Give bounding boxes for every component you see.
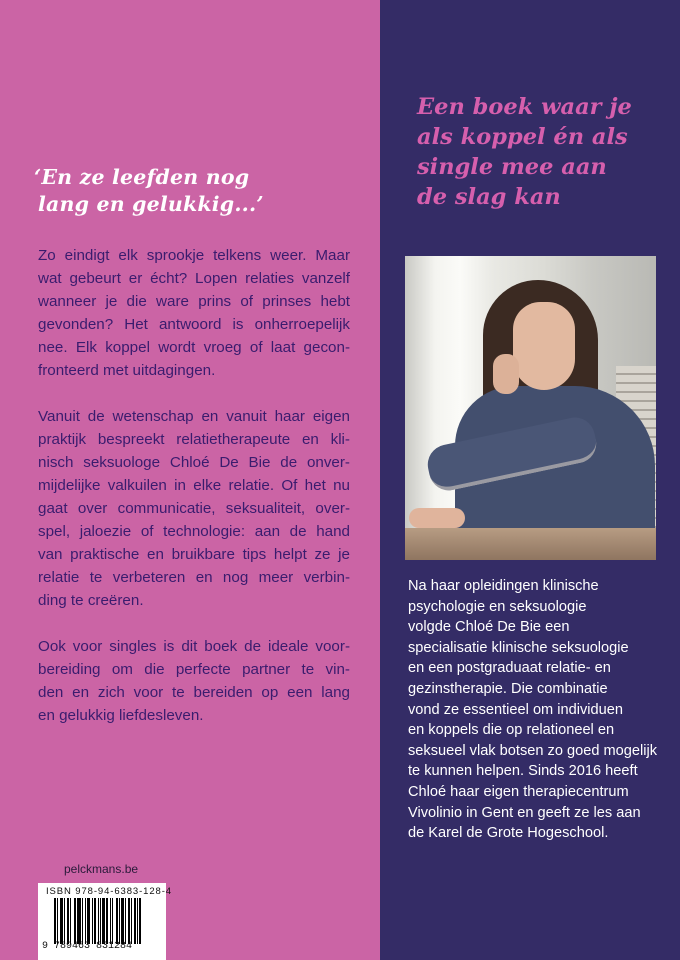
- text-line: volgde Chloé De Bie een: [408, 619, 570, 636]
- text-line: wat gebeurt er écht? Lopen relaties vanzelf: [38, 270, 350, 287]
- text-line: te kunnen helpen. Sinds 2016 heeft: [408, 763, 638, 780]
- text-line: Vanuit de wetenschap en vanuit haar eigen: [38, 408, 350, 425]
- text-line: en een postgraduaat relatie- en: [408, 660, 611, 677]
- text-line: specialisatie klinische seksuologie: [408, 639, 629, 656]
- photo-face: [513, 302, 575, 390]
- photo-hand-table: [409, 508, 465, 528]
- barcode-bars: [54, 898, 160, 944]
- text-line: wanneer je die ware prins of prinses hebt: [38, 293, 350, 310]
- quote-heading: [34, 164, 354, 218]
- author-bio: [408, 576, 673, 844]
- quote-heading-line: lang en gelukkig...’: [38, 192, 264, 216]
- tagline-line: Een boek waar je: [417, 94, 632, 120]
- tagline-line: single mee aan: [417, 154, 607, 180]
- text-line: bereiding om die perfecte partner te vin-: [38, 661, 350, 678]
- text-line: nee. Elk koppel wordt vroeg of laat gecon-: [38, 339, 350, 356]
- tagline-line: de slag kan: [417, 184, 561, 210]
- publisher-url: pelckmans.be: [64, 862, 139, 876]
- blurb-paragraph-1: [38, 244, 350, 382]
- text-line: mijdelijke valkuilen in elke relatie. Of het nu: [38, 477, 350, 494]
- photo-hand: [493, 354, 519, 394]
- ean-digits: 9 789463 831284: [42, 941, 133, 952]
- text-line: relatie te verbeteren en nog meer verbin-: [38, 569, 350, 586]
- tagline-line: als koppel én als: [417, 124, 628, 150]
- text-line: de Karel de Grote Hogeschool.: [408, 825, 609, 842]
- text-line: Zo eindigt elk sprookje telkens weer. Maar: [38, 247, 350, 264]
- blurb-text: [38, 244, 350, 750]
- text-line: gevonden? Het antwoord is onherroepelijk: [38, 316, 350, 333]
- text-line: en koppels die op relationeel en: [408, 722, 615, 739]
- isbn-label: ISBN 978-94-6383-128-4: [46, 886, 172, 897]
- back-cover-right-panel: [380, 0, 680, 960]
- text-line: nisch seksuologe Chloé De Bie de onver-: [38, 454, 350, 471]
- tagline-heading: [417, 92, 677, 212]
- text-line: Na haar opleidingen klinische: [408, 578, 599, 594]
- text-line: Vivolinio in Gent en geeft ze les aan: [408, 804, 641, 821]
- text-line: psychologie en seksuologie: [408, 598, 587, 615]
- text-line: en gelukkig liefdesleven.: [38, 707, 204, 724]
- text-line: Chloé haar eigen therapiecentrum: [408, 783, 629, 800]
- text-line: gezinstherapie. Die combinatie: [408, 680, 608, 697]
- blurb-paragraph-2: [38, 405, 350, 612]
- author-photo: [405, 256, 656, 560]
- text-line: gaat over communicatie, seksualiteit, over-: [38, 500, 350, 517]
- text-line: vond ze essentieel om individuen: [408, 701, 623, 718]
- text-line: den en zich voor te bereiden op een lang: [38, 684, 350, 701]
- quote-heading-line: ‘En ze leefden nog: [34, 165, 250, 189]
- isbn-barcode: [38, 883, 172, 960]
- text-line: spel, jaloezie of technologie: aan de hand: [38, 523, 350, 540]
- text-line: praktijk bespreekt relatietherapeute en kli-: [38, 431, 350, 448]
- blurb-paragraph-3: [38, 635, 350, 727]
- text-line: van praktische en bruikbare tips helpt ze je: [38, 546, 350, 563]
- text-line: fronteerd met uitdagingen.: [38, 362, 216, 379]
- photo-table: [405, 528, 656, 560]
- text-line: seksueel vlak botsen zo goed mogelijk: [408, 742, 658, 759]
- text-line: Ook voor singles is dit boek de ideale voor-: [38, 638, 350, 655]
- text-line: ding te creëren.: [38, 592, 144, 609]
